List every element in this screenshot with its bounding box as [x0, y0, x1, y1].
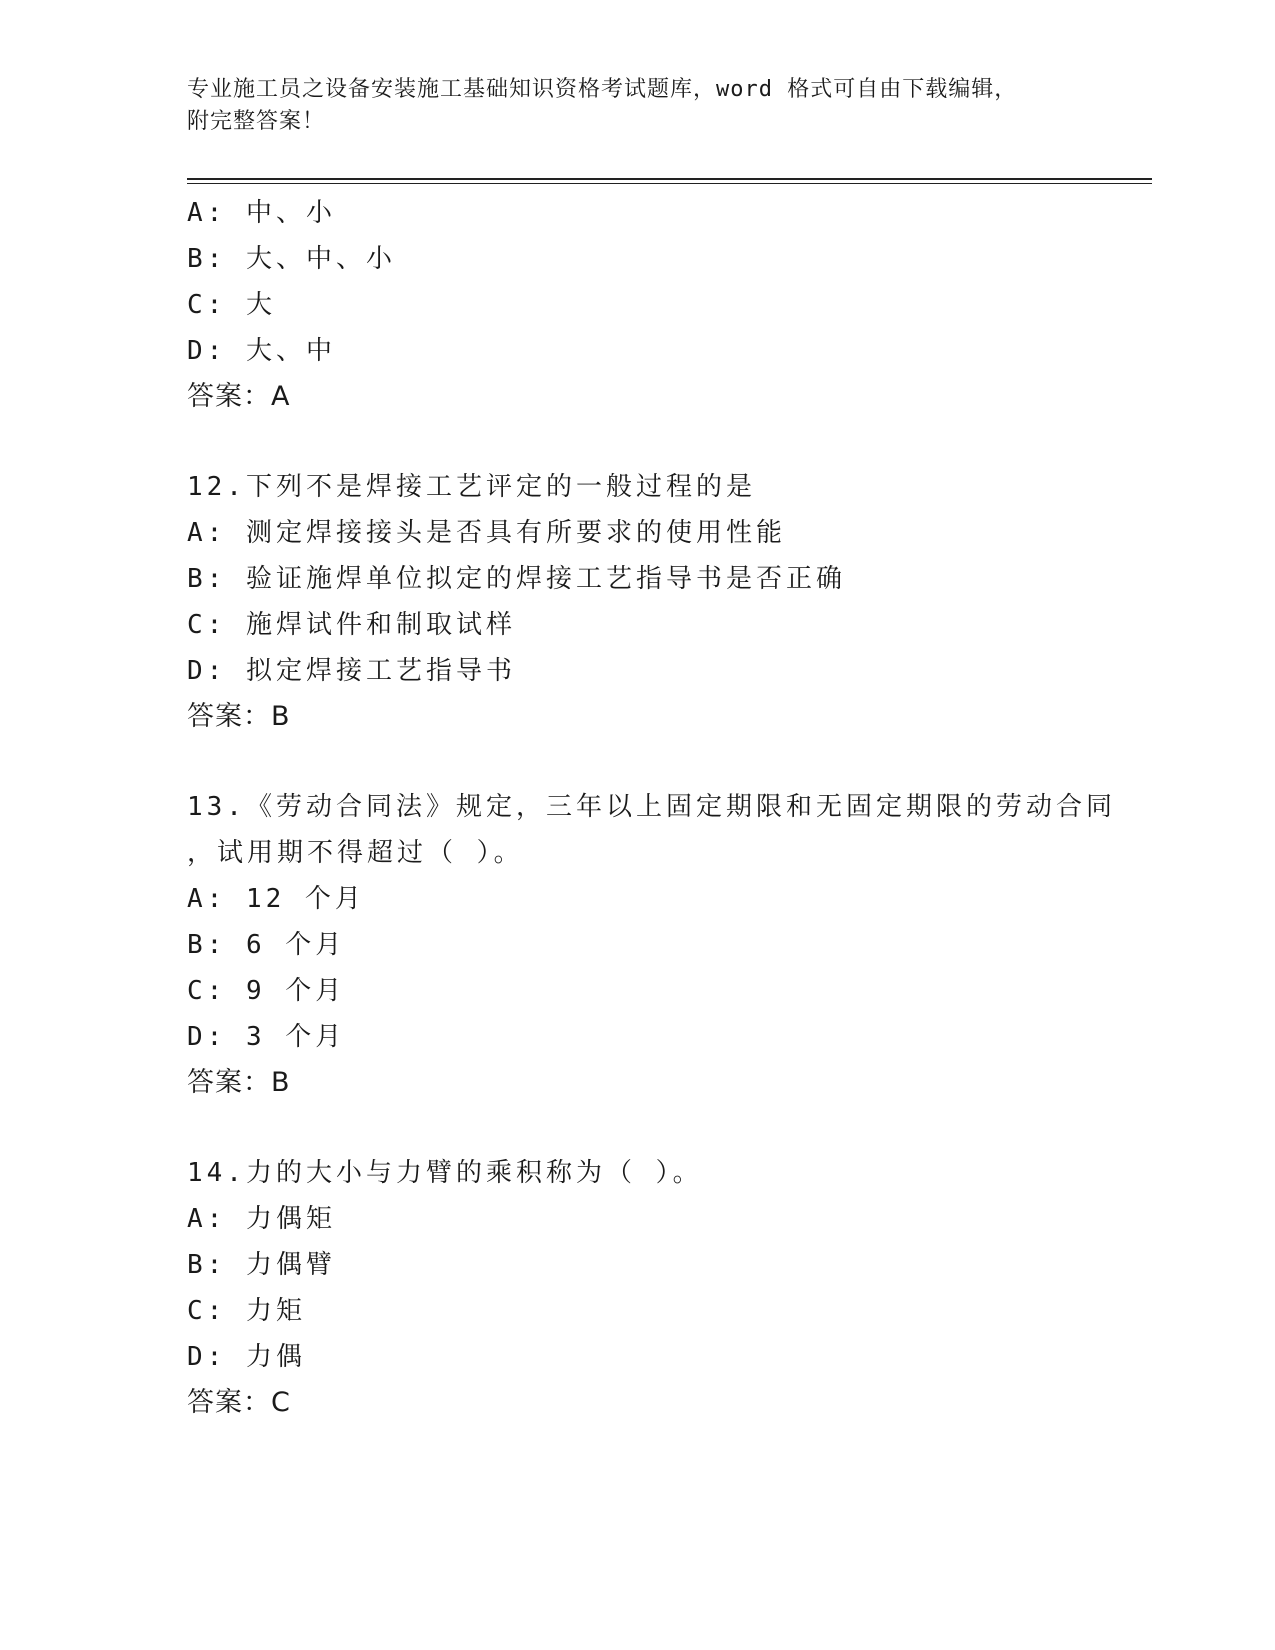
document-header	[187, 74, 1067, 138]
question-11	[187, 190, 1147, 420]
option-d: D: 大、中	[187, 336, 336, 366]
option-b: B: 验证施焊单位拟定的焊接工艺指导书是否正确	[187, 564, 846, 594]
option-a: A: 12 个月	[187, 884, 365, 914]
question-12	[187, 464, 1147, 740]
header-divider-thin	[187, 183, 1152, 184]
spacer	[187, 740, 1147, 784]
option-c: C: 9 个月	[187, 976, 346, 1006]
header-title-line-2: 附完整答案！	[187, 109, 326, 134]
option-a: A: 测定焊接接头是否具有所要求的使用性能	[187, 518, 786, 548]
question-stem: 14.力的大小与力臂的乘积称为（ ）。	[187, 1158, 703, 1188]
header-divider-thick	[187, 178, 1152, 180]
spacer	[187, 420, 1147, 464]
option-b: B: 6 个月	[187, 930, 346, 960]
option-a: A: 中、小	[187, 198, 336, 228]
option-d: D: 3 个月	[187, 1022, 346, 1052]
question-stem-line-2: ，试用期不得超过（ ）。	[187, 838, 524, 868]
option-b: B: 力偶臂	[187, 1250, 336, 1280]
option-c: C: 力矩	[187, 1296, 306, 1326]
answer-line: 答案：C	[187, 1387, 291, 1418]
answer-line: 答案：B	[187, 1067, 291, 1098]
header-title-line-1: 专业施工员之设备安装施工基础知识资格考试题库，word 格式可自由下载编辑，	[187, 77, 1018, 102]
option-a: A: 力偶矩	[187, 1204, 336, 1234]
option-d: D: 力偶	[187, 1342, 306, 1372]
option-c: C: 大	[187, 290, 276, 320]
question-14	[187, 1150, 1147, 1426]
question-list	[187, 190, 1147, 1426]
question-stem-line-1: 13.《劳动合同法》规定，三年以上固定期限和无固定期限的劳动合同	[187, 792, 1116, 822]
question-stem: 12.下列不是焊接工艺评定的一般过程的是	[187, 472, 756, 502]
option-b: B: 大、中、小	[187, 244, 396, 274]
spacer	[187, 1106, 1147, 1150]
answer-line: 答案：A	[187, 381, 291, 412]
question-13	[187, 784, 1147, 1106]
answer-line: 答案：B	[187, 701, 291, 732]
option-c: C: 施焊试件和制取试样	[187, 610, 516, 640]
option-d: D: 拟定焊接工艺指导书	[187, 656, 516, 686]
